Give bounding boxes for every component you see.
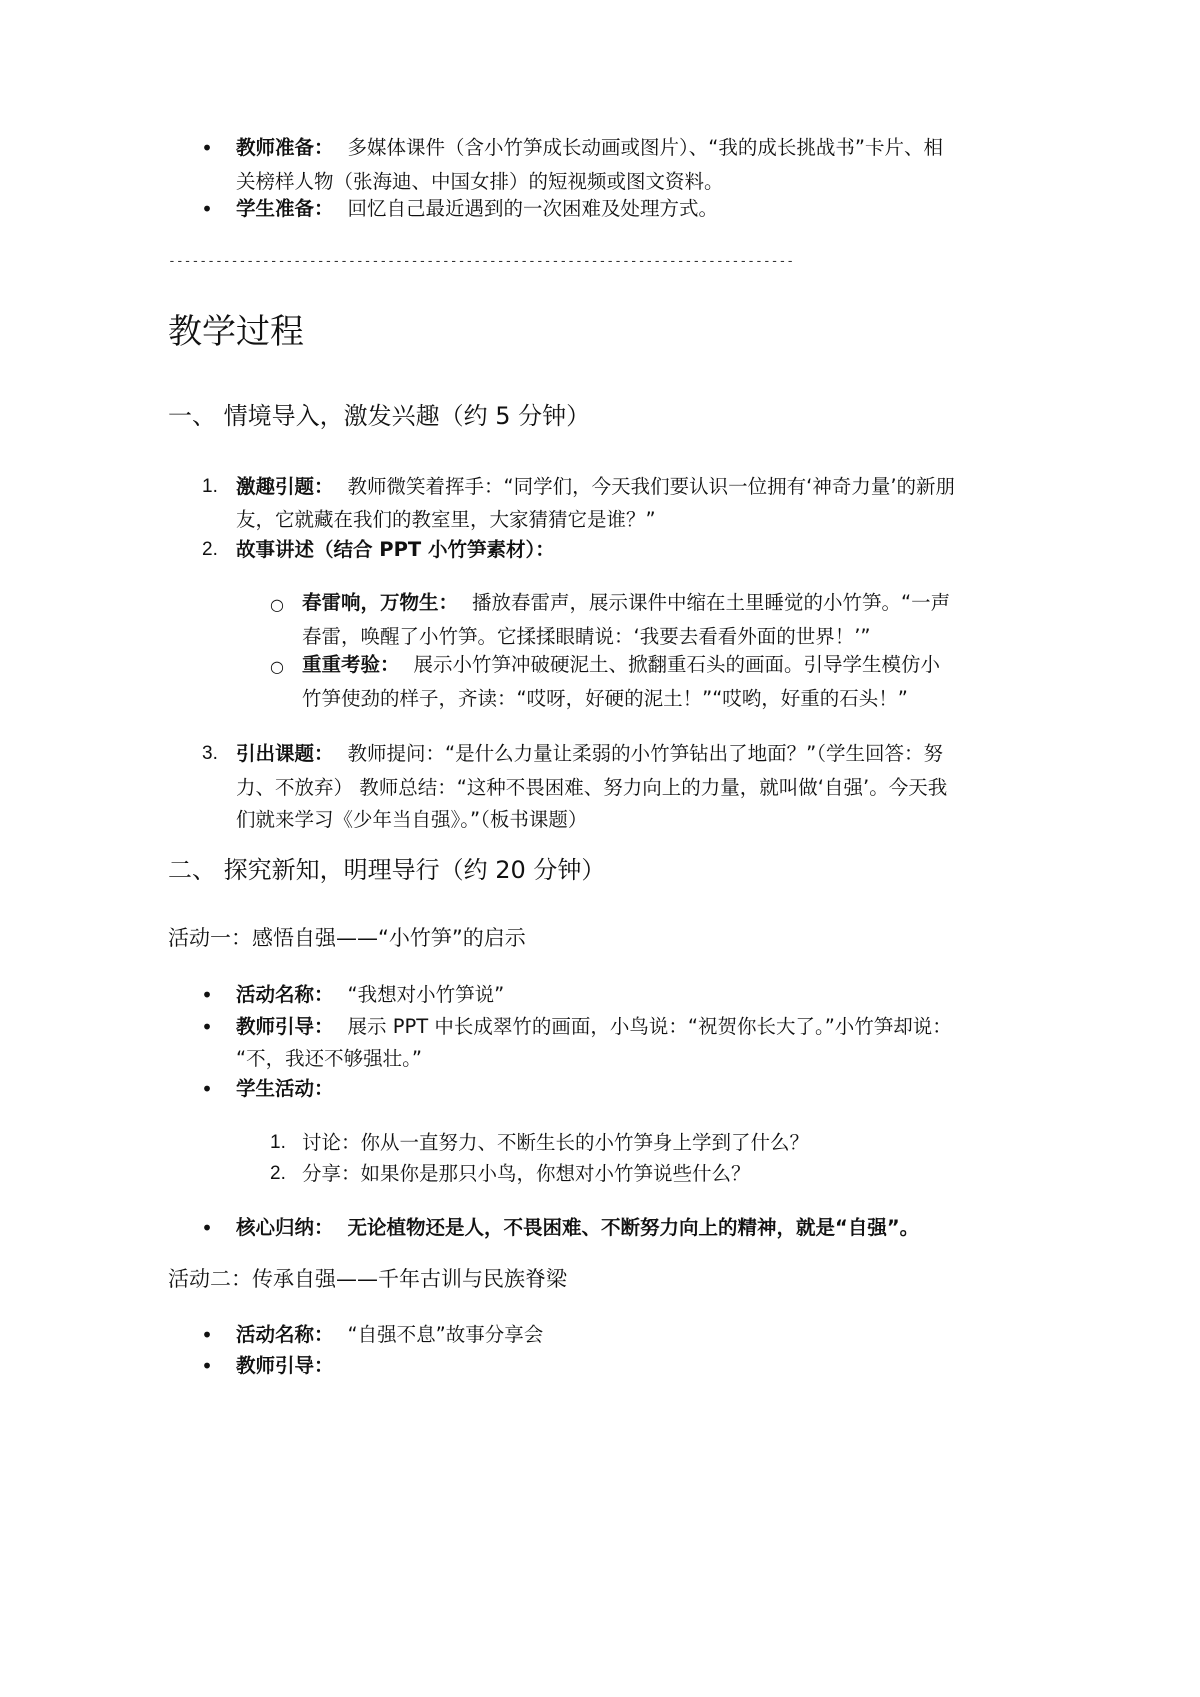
circle-bullet-icon: ○	[270, 657, 284, 676]
core-summary-line	[236, 1211, 996, 1245]
page-title: 教学过程	[168, 312, 304, 352]
student-prep-line	[236, 192, 976, 226]
item-3-line-3: 们就来学习《少年当自强》。”（板书课题）	[236, 808, 588, 831]
activity-1-guide-line-1	[236, 1010, 976, 1044]
item-3-text: 教师提问：“是什么力量让柔弱的小竹笋钻出了地面？”（学生回答：努	[347, 742, 943, 765]
bullet-icon: •	[201, 1216, 213, 1240]
list-number: 2.	[270, 1163, 286, 1184]
student-prep-text: 回忆自己最近遇到的一次困难及处理方式。	[347, 197, 719, 220]
teacher-prep-label: 教师准备：	[236, 136, 334, 159]
item-3-label: 引出课题：	[236, 742, 334, 765]
activity-1-heading: 活动一：感悟自强——“小竹笋”的启示	[168, 926, 526, 950]
teacher-prep-text: 多媒体课件（含小竹笋成长动画或图片）、“我的成长挑战书”卡片、相	[347, 136, 943, 159]
activity-1-guide-label: 教师引导：	[236, 1015, 334, 1038]
activity-1-name-line	[236, 978, 976, 1012]
sub-item-2-text: 展示小竹笋冲破硬泥土、掀翻重石头的画面。引导学生模仿小	[413, 653, 941, 676]
sub-item-1-line-2: 春雷，唤醒了小竹笋。它揉揉眼睛说：‘我要去看看外面的世界！’”	[302, 625, 871, 648]
core-summary-text: 无论植物还是人，不畏困难、不断努力向上的精神，就是“自强”。	[347, 1216, 920, 1239]
item-3-line-2: 力、不放弃） 教师总结：“这种不畏困难、努力向上的力量，就叫做‘自强’。今天我	[236, 776, 948, 799]
list-number: 3.	[202, 743, 218, 764]
activity-1-name-label: 活动名称：	[236, 983, 334, 1006]
bullet-icon: •	[201, 197, 213, 221]
item-3-line-1	[236, 737, 976, 771]
student-activity-2: 分享：如果你是那只小鸟，你想对小竹笋说些什么？	[302, 1162, 751, 1185]
bullet-icon: •	[201, 136, 213, 160]
core-summary-label: 核心归纳：	[236, 1216, 334, 1239]
sub-item-1-label: 春雷响，万物生：	[302, 591, 459, 614]
activity-1-guide-text: 展示 PPT 中长成翠竹的画面，小鸟说：“祝贺你长大了。”小竹笋却说：	[347, 1015, 952, 1038]
student-prep-label: 学生准备：	[236, 197, 334, 220]
bullet-icon: •	[201, 983, 213, 1007]
sub-item-2-line-2: 竹笋使劲的样子，齐读：“哎呀，好硬的泥土！”“哎哟，好重的石头！”	[302, 687, 908, 710]
bullet-icon: •	[201, 1015, 213, 1039]
item-1-label: 激趣引题：	[236, 475, 334, 498]
list-number: 1.	[202, 476, 218, 497]
student-activity-1: 讨论：你从一直努力、不断生长的小竹笋身上学到了什么？	[302, 1131, 810, 1154]
activity-2-guide-label: 教师引导：	[236, 1354, 334, 1377]
section-2-heading: 二、 探究新知，明理导行（约 20 分钟）	[168, 856, 606, 884]
bullet-icon: •	[201, 1323, 213, 1347]
activity-2-name-line	[236, 1318, 976, 1352]
activity-1-name-text: “我想对小竹笋说”	[347, 983, 505, 1006]
list-number: 2.	[202, 539, 218, 560]
sub-item-1-text: 播放春雷声，展示课件中缩在土里睡觉的小竹笋。“一声	[472, 591, 951, 614]
bullet-icon: •	[201, 1354, 213, 1378]
sub-item-2-label: 重重考验：	[302, 653, 400, 676]
bullet-icon: •	[201, 1077, 213, 1101]
teacher-prep-line-2: 关榜样人物（张海迪、中国女排）的短视频或图文资料。	[236, 170, 724, 193]
activity-2-heading: 活动二：传承自强——千年古训与民族脊梁	[168, 1267, 567, 1291]
item-2-text: 故事讲述（结合 PPT 小竹笋素材）：	[236, 538, 555, 561]
circle-bullet-icon: ○	[270, 595, 284, 614]
section-1-heading: 一、 情境导入，激发兴趣（约 5 分钟）	[168, 402, 591, 430]
activity-1-guide-line-2: “不，我还不够强壮。”	[236, 1047, 422, 1070]
activity-1-student-label: 学生活动：	[236, 1077, 334, 1100]
item-1-line-1	[236, 470, 976, 504]
sub-item-2-line-1	[302, 648, 982, 682]
item-1-line-2: 友，它就藏在我们的教室里，大家猜猜它是谁？”	[236, 508, 656, 531]
item-1-text: 教师微笑着挥手：“同学们，今天我们要认识一位拥有‘神奇力量’的新朋	[347, 475, 956, 498]
activity-2-name-text: “自强不息”故事分享会	[347, 1323, 544, 1346]
activity-2-name-label: 活动名称：	[236, 1323, 334, 1346]
sub-item-1-line-1	[302, 586, 982, 620]
teacher-prep-line-1	[236, 131, 976, 165]
list-number: 1.	[270, 1132, 286, 1153]
section-divider: --------------------------------------------------------------------------------	[168, 254, 795, 269]
